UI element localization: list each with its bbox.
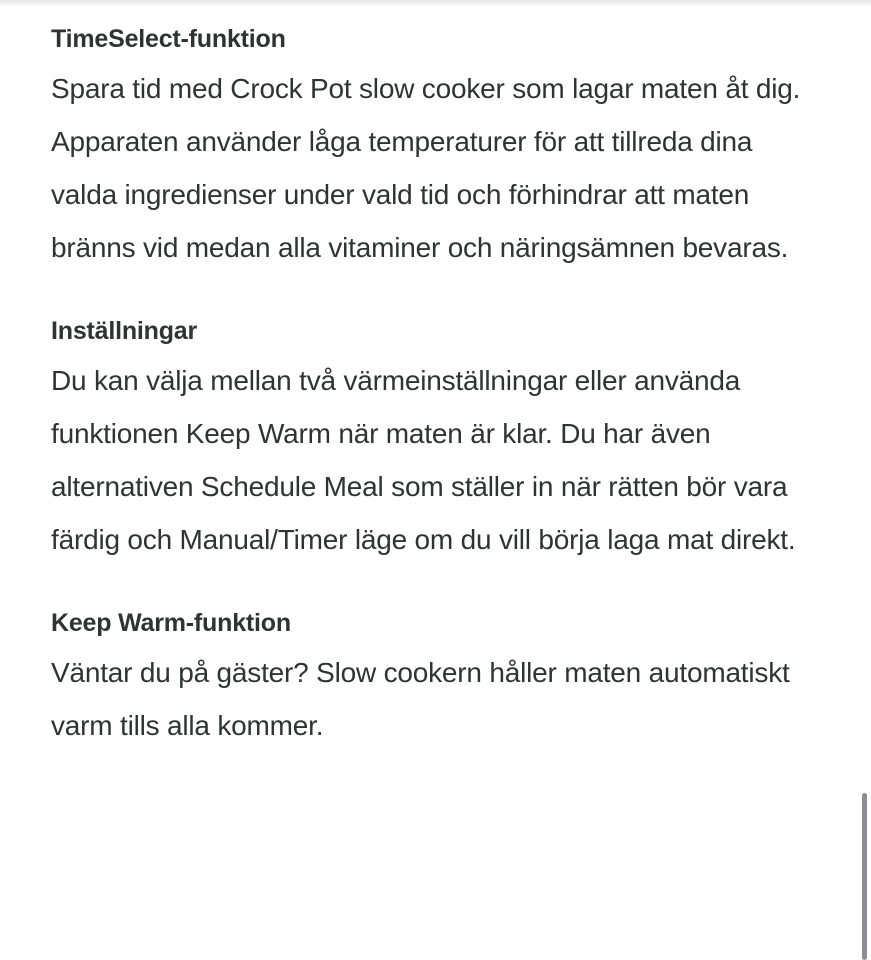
section-body: Du kan välja mellan två värmeinställningar eller använda funktionen Keep Warm när maten är klar. Du har även alternativen Schedule Meal som ställer in när rätten bör vara färdig och Manual/Timer läge om du vill börja laga mat direkt. xyxy=(51,365,796,555)
vertical-scrollbar[interactable] xyxy=(861,0,871,960)
section-installningar xyxy=(51,314,823,566)
section-body: Väntar du på gäster? Slow cookern håller maten automatiskt varm tills alla kommer. xyxy=(51,657,790,741)
section-body: Spara tid med Crock Pot slow cooker som lagar maten åt dig. Apparaten använder låga temperaturer för att tillreda dina valda ingredienser under vald tid och förhindrar att maten bränns vid medan alla vitaminer och näringsämnen bevaras. xyxy=(51,73,801,263)
section-keep-warm xyxy=(51,606,823,752)
top-edge-shadow xyxy=(0,0,871,7)
section-heading: TimeSelect-funktion xyxy=(51,25,286,53)
document-content xyxy=(51,22,823,960)
scrollbar-thumb[interactable] xyxy=(862,793,867,960)
section-heading: Keep Warm-funktion xyxy=(51,609,291,637)
section-timeselect xyxy=(51,22,823,274)
section-heading: Inställningar xyxy=(51,317,198,345)
